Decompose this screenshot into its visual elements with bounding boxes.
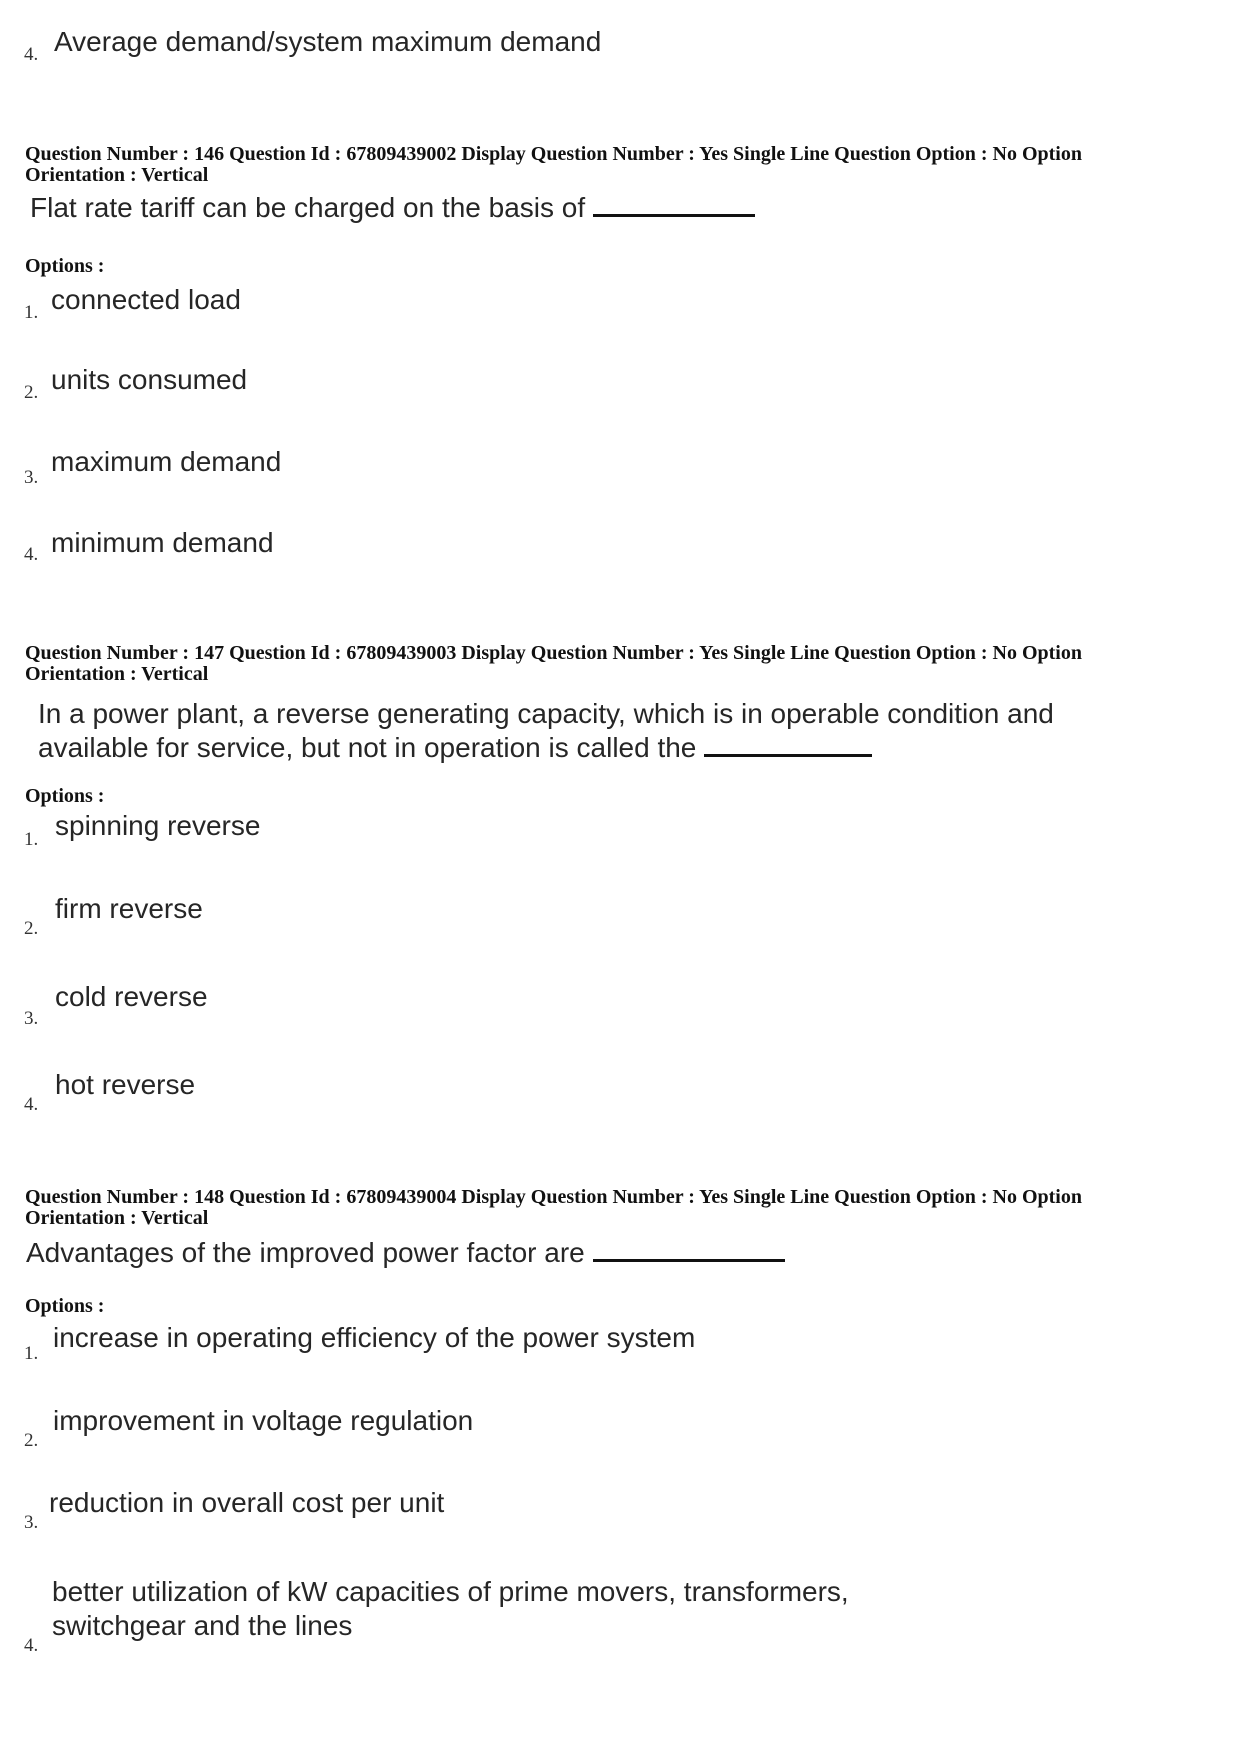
option-text: units consumed	[51, 364, 248, 395]
question-text	[38, 697, 1054, 765]
question-meta	[25, 144, 1215, 186]
question-meta	[25, 643, 1215, 685]
question-meta	[25, 1187, 1215, 1229]
option-text: spinning reverse	[55, 810, 261, 841]
option-number: 4.	[24, 544, 39, 565]
option-number: 1.	[24, 1343, 39, 1364]
question-meta-line1: Question Number : 148 Question Id : 67809439004 Display Question Number : Yes Single Line Question Option : No Option	[25, 1186, 1082, 1208]
option-number: 2.	[24, 1430, 39, 1451]
question-meta-line2: Orientation : Vertical	[25, 663, 209, 685]
question-text-content: Flat rate tariff can be charged on the basis of	[30, 192, 586, 223]
option-text: firm reverse	[55, 893, 203, 924]
option-text: Average demand/system maximum demand	[54, 26, 602, 57]
option-number: 3.	[24, 1008, 39, 1029]
option-number: 4.	[24, 1094, 39, 1115]
question-meta-line1: Question Number : 146 Question Id : 67809439002 Display Question Number : Yes Single Line Question Option : No Option	[25, 143, 1082, 165]
option-text: maximum demand	[51, 446, 282, 477]
question-text-line1: In a power plant, a reverse generating capacity, which is in operable condition and	[38, 698, 1054, 729]
option-number: 2.	[24, 918, 39, 939]
option-text: connected load	[51, 284, 241, 315]
option-number: 1.	[24, 302, 39, 323]
option-number: 2.	[24, 382, 39, 403]
question-text-content: Advantages of the improved power factor are	[26, 1237, 585, 1268]
answer-blank	[593, 210, 755, 217]
option-number: 1.	[24, 829, 39, 850]
option-number: 3.	[24, 467, 39, 488]
option-text: cold reverse	[55, 981, 208, 1012]
option-number: 3.	[24, 1512, 39, 1533]
option-text	[52, 1575, 849, 1643]
option-text: hot reverse	[55, 1069, 196, 1100]
options-label: Options :	[25, 785, 105, 807]
option-text: improvement in voltage regulation	[53, 1405, 474, 1436]
option-text-line2: switchgear and the lines	[52, 1610, 353, 1641]
option-text: minimum demand	[51, 527, 274, 558]
answer-blank	[593, 1255, 785, 1262]
answer-blank	[704, 750, 872, 757]
question-meta-line2: Orientation : Vertical	[25, 1207, 209, 1229]
options-label: Options :	[25, 1295, 105, 1317]
question-text	[30, 192, 755, 224]
option-number: 4.	[24, 1635, 39, 1656]
option-text: reduction in overall cost per unit	[49, 1487, 445, 1518]
option-text: increase in operating efficiency of the power system	[53, 1322, 696, 1353]
option-text-line1: better utilization of kW capacities of prime movers, transformers,	[52, 1576, 849, 1607]
option-number: 4.	[24, 44, 39, 65]
question-text	[26, 1237, 785, 1269]
options-label: Options :	[25, 255, 105, 277]
question-meta-line2: Orientation : Vertical	[25, 164, 209, 186]
question-meta-line1: Question Number : 147 Question Id : 67809439003 Display Question Number : Yes Single Line Question Option : No Option	[25, 642, 1082, 664]
question-text-line2: available for service, but not in operation is called the	[38, 732, 697, 763]
